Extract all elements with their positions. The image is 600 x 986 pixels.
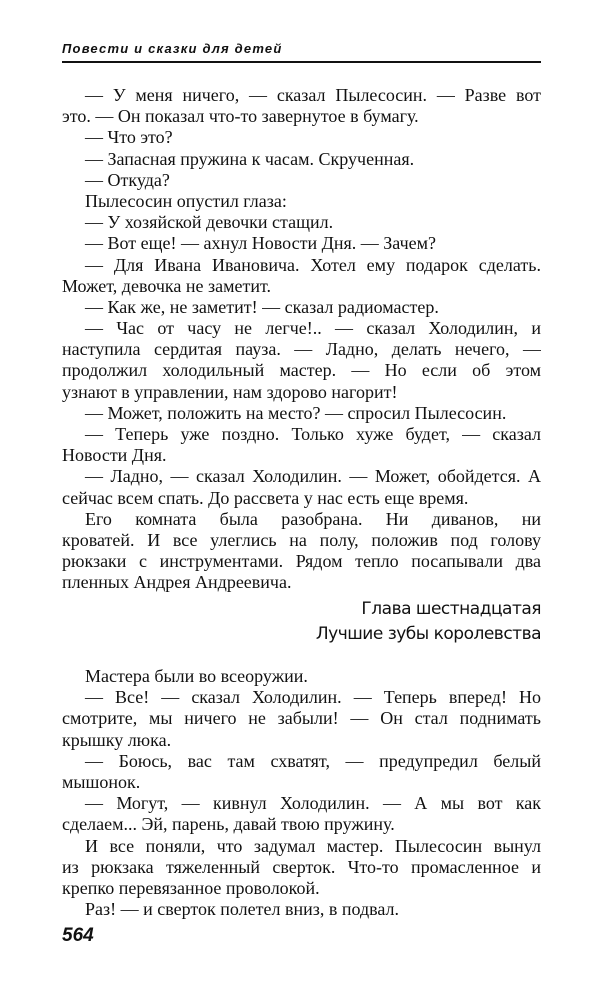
chapter-number: Глава шестнадцатая — [361, 599, 541, 619]
paragraph — [62, 687, 541, 751]
paragraph — [62, 424, 541, 466]
running-header-title: Повести и сказки для детей — [62, 41, 283, 56]
text-line: Мастера были во всеоружии. — [85, 666, 308, 686]
paragraph — [62, 836, 541, 900]
paragraph — [62, 666, 541, 687]
text-line: — Запасная пружина к часам. Скрученная. — [85, 148, 415, 169]
paragraph — [62, 899, 541, 920]
text-line: — Откуда? — [85, 169, 170, 190]
paragraph — [62, 127, 541, 148]
text-line: крепко перевязанное проволокой. — [62, 877, 320, 898]
running-header — [62, 37, 541, 63]
paragraph — [62, 297, 541, 318]
text-line: — Вот еще! — ахнул Новости Дня. — Зачем? — [85, 233, 436, 254]
paragraph — [62, 85, 541, 127]
text-line: пленных Андрея Андреевича. — [62, 572, 292, 593]
text-line: — Ладно, — сказал Холодилин. — Может, обойдется. А — [85, 466, 541, 487]
text-line: — Может, положить на место? — спросил Пылесосин. — [85, 402, 507, 423]
paragraph — [62, 149, 541, 170]
text-line: это. — Он показал что-то завернутое в бумагу. — [62, 106, 419, 127]
page-number: 564 — [62, 925, 94, 946]
paragraph — [62, 793, 541, 835]
text-section-1 — [62, 85, 541, 594]
text-line: — У меня ничего, — сказал Пылесосин. — Разве вот — [85, 85, 541, 105]
text-line: Может, девочка не заметит. — [62, 275, 271, 296]
text-line: — Могут, — кивнул Холодилин. — А мы вот как — [85, 793, 541, 814]
chapter-heading — [316, 597, 541, 647]
paragraph — [62, 403, 541, 424]
text-line: сделаем... Эй, парень, давай твою пружину. — [62, 814, 395, 835]
text-line: — Теперь уже поздно. Только хуже будет, — сказал — [85, 424, 541, 444]
text-line: — Все! — сказал Холодилин. — Теперь вперед! Но — [85, 687, 541, 708]
text-line: продолжил холодильный мастер. — Но если об этом — [62, 360, 541, 381]
paragraph — [62, 233, 541, 254]
paragraph — [62, 509, 541, 594]
text-line: Его комната была разобрана. Ни диванов, ни — [85, 508, 541, 529]
paragraph — [62, 191, 541, 212]
text-line: — У хозяйской девочки стащил. — [85, 212, 334, 233]
text-line: узнают в управлении, нам здорово нагорит! — [62, 381, 398, 402]
text-section-2 — [62, 666, 541, 920]
text-line: рюкзаки с инструментами. Рядом тепло посапывали два — [62, 551, 541, 572]
paragraph — [62, 466, 541, 508]
text-line: — Боюсь, вас там схватят, — предупредил белый — [85, 750, 541, 771]
text-line: наступила сердитая пауза. — Ладно, делать нечего, — — [62, 339, 541, 360]
text-line: сейчас всем спать. До рассвета у нас есть еще время. — [62, 487, 469, 508]
chapter-title: Лучшие зубы королевства — [315, 624, 541, 644]
text-line: — Что это? — [85, 127, 173, 148]
text-line: из рюкзака тяжеленный сверток. Что-то промасленное и — [62, 856, 541, 877]
text-line: кроватей. И все улеглись на полу, положив под голову — [62, 529, 541, 550]
text-line: — Для Ивана Ивановича. Хотел ему подарок сделать. — [85, 254, 541, 275]
paragraph — [62, 318, 541, 403]
paragraph — [62, 255, 541, 297]
paragraph — [62, 212, 541, 233]
text-line: Раз! — и сверток полетел вниз, в подвал. — [85, 899, 399, 920]
text-line: мышонок. — [62, 771, 141, 792]
text-line: смотрите, мы ничего не забыли! — Он стал поднимать — [62, 708, 541, 729]
text-line: И все поняли, что задумал мастер. Пылесосин вынул — [85, 835, 541, 856]
text-line: крышку люка. — [62, 729, 172, 750]
text-line: Новости Дня. — [62, 445, 167, 466]
paragraph — [62, 751, 541, 793]
text-line: — Как же, не заметит! — сказал радиомастер. — [85, 296, 439, 317]
paragraph — [62, 170, 541, 191]
text-line: Пылесосин опустил глаза: — [85, 190, 287, 211]
text-line: — Час от часу не легче!.. — сказал Холодилин, и — [85, 318, 541, 339]
